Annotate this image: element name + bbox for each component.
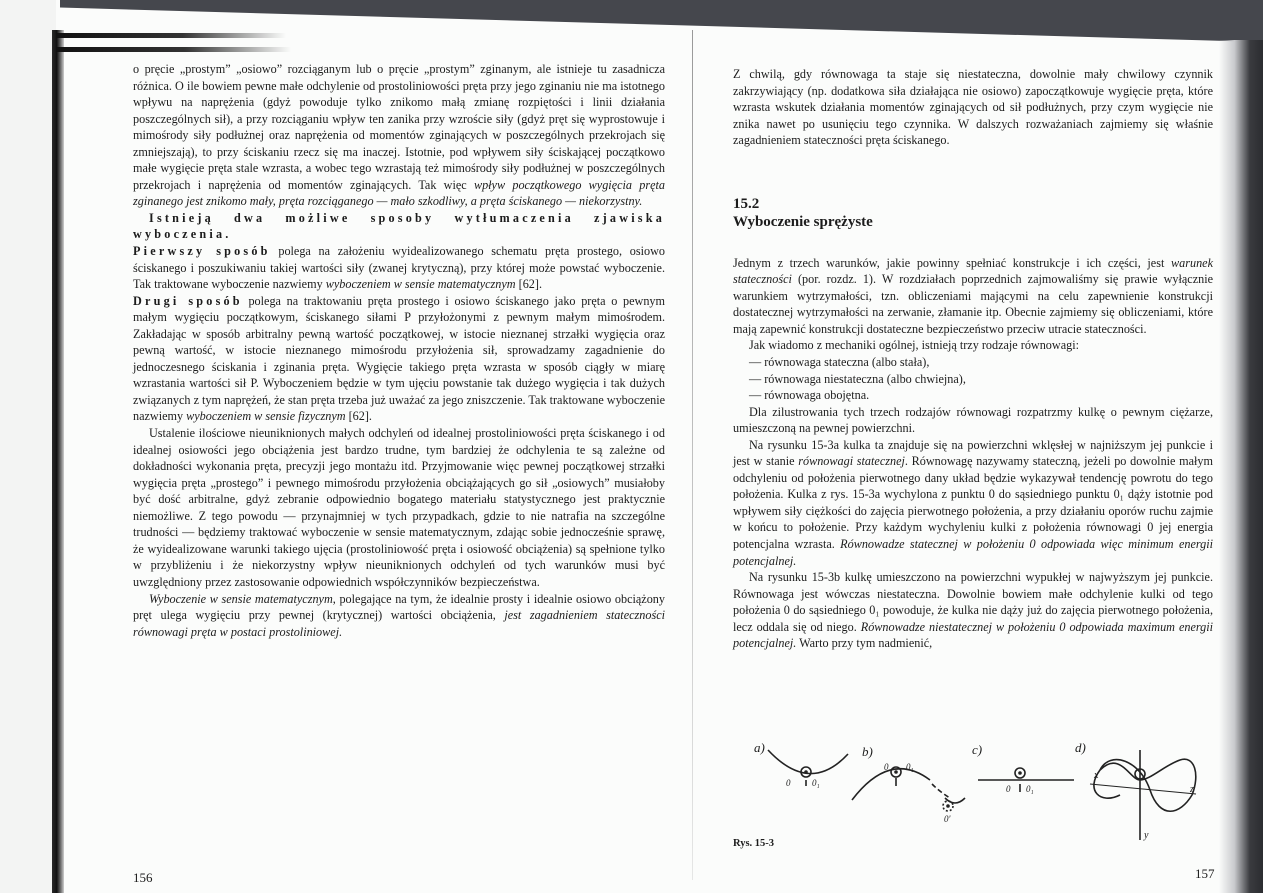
equilibrium-diagrams-icon	[740, 740, 1200, 850]
axis-y-label: y	[1144, 830, 1149, 841]
point-01-label: 0₁	[812, 778, 820, 788]
scan-edge-line	[56, 33, 286, 38]
list-item: — równowaga stateczna (albo stała),	[749, 355, 930, 370]
point-0-label: 0	[1006, 784, 1011, 794]
spaced-heading-paragraph: Istnieją dwa możliwe sposoby wytłumaczenia zjawiska wyboczenia.	[133, 210, 665, 242]
book-left-edge	[52, 30, 64, 893]
paragraph: Jak wiadomo z mechaniki ogólnej, istnieją trzy rodzaje równowagi:	[749, 338, 1079, 353]
figure-caption: Rys. 15-3	[733, 838, 775, 849]
paragraph: Na rysunku 15-3b kulkę umieszczono na powierzchni wypukłej w najwyższym jej punkcie. Równowaga jest wówczas niestateczna. Dowolnie bowiem małe odchylenie kulki od tego położenia 0 do sąsiedniego 0₁ powoduje, że kulka nie dąży już do zajęcia pierwotnego położenia, lecz oddala się od niego. Równowadze niestatecznej w położeniu 0 odpowiada maximum energii potencjalnej. Warto przy tym nadmienić,	[733, 570, 1214, 651]
paragraph: o pręcie „prostym” „osiowo” rozciąganym lub o pręcie „prostym” zginanym, ale istnieje tu zasadnicza różnica. O ile bowiem pewne małe odchylenie od prostoliniowości pręta przy jego zginaniu nie ma istotnego wpływu na naprężenia (gdyż powoduje tylko znikomo małą zmianę rozpiętości i linii działania poszczególnych sił), a przy rozciąganiu wpływ ten zanika przy wzroście siły (gdyż pręt się wyprostowuje i mimośrody siły podłużnej oraz naprężenia od momentów zginających w poszczególnych przekrojach się zmniejszają), to przy ściskaniu rzecz się ma inaczej. Istotnie, pod wpływem siły ściskającej początkowo małe wygięcie pręta stale wzrasta, a wobec tego wzrastają też mimośrody siły podłużnej w poszczególnych przekrojach i naprężenia od momentów zginających. Tak więc wpływ początkowego wygięcia pręta zginanego jest znikomo mały, pręta rozciąganego — mało szkodliwy, a pręta ściskanego — niekorzystny.	[133, 62, 665, 209]
scan-edge-line	[56, 47, 291, 52]
point-0-label: 0	[786, 778, 791, 788]
figure-15-3	[740, 740, 1200, 850]
figure-label-d: d)	[1075, 740, 1086, 755]
book-gutter	[692, 30, 693, 880]
point-0prime-label: 0'	[944, 814, 951, 824]
paragraph: Drugi sposób polega na traktowaniu pręta prostego i osiowo ściskanego jako pręta o pewnym małym wygięciu początkowym, ściskanego siłami P przyłożonymi z pewnym małym mimośrodem. Zakładając w sposób arbitralny pewną wartość początkowej, w istocie nieznanej strzałki wygięcia oraz pewną wartość, w istocie nieznanego mimośrodu przyłożenia sił, sprowadzamy zagadnienie do jednoczesnego ściskania i zginania pręta. Wygięcie takiego pręta wzrasta w sposób ciągły w miarę wzrastania wartości sił P. Wyboczeniem będzie w tym ujęciu powstanie tak dużego wygięcia i tak dużych związanych z tym naprężeń, że stan pręta trzeba już uważać za jego zniszczenie. Tak traktowane wyboczenie nazwiemy wyboczeniem w sensie fizycznym [62].	[133, 293, 665, 424]
list-item: — równowaga obojętna.	[749, 388, 870, 403]
figure-label-b: b)	[862, 744, 873, 759]
right-page	[733, 66, 1213, 652]
paragraph: Jednym z trzech warunków, jakie powinny spełniać konstrukcje i ich części, jest warunek stateczności (por. rozdz. 1). W rozdziałach poprzednich zajmowaliśmy się prawie wyłącznie warunkiem wytrzymałości, tzn. obliczeniami mającymi na celu zapewnienie konstrukcji dostatecznej wytrzymałości na zerwanie, złamanie itp. Obecnie zajmiemy się obliczeniami, które mają zapewnić konstrukcji dostateczne bezpieczeństwo przeciw utracie stateczności.	[733, 255, 1213, 336]
axis-x-label: x	[1094, 770, 1099, 781]
page-number-right: 157	[1195, 866, 1215, 881]
axis-z-label: z	[1190, 784, 1194, 795]
left-page	[133, 61, 665, 640]
paragraph: Wyboczenie w sensie matematycznym, polegające na tym, że idealnie prosty i idealnie osiowo obciążony pręt ulega wygięciu przy pewnej (krytycznej) wartości obciążenia, jest zagadnieniem stateczności równowagi pręta w postaci prostoliniowej.	[133, 591, 665, 639]
page-number-left: 156	[133, 870, 153, 885]
paragraph: Dla zilustrowania tych trzech rodzajów równowagi rozpatrzmy kulkę o pewnym ciężarze, umieszczoną na pewnej powierzchni.	[733, 404, 1213, 436]
paragraph: Z chwilą, gdy równowaga ta staje się niestateczna, dowolnie mały chwilowy czynnik zakrzywiający (np. dodatkowa siła działająca nie osiowo) zapoczątkowuje wygięcie pręta, które wzrasta wskutek działania momentów zginających od sił podłużnych, przy czym wygięcie nie znika nawet po usunięciu tego czynnika. W dalszych rozważaniach zajmiemy się właśnie zagadnieniem stateczności pręta ściskanego.	[733, 67, 1213, 148]
section-number: 15.2	[733, 195, 760, 212]
paragraph: Na rysunku 15-3a kulka ta znajduje się na powierzchni wklęsłej w najniższym jej punkcie i jest w stanie równowagi statecznej. Równowagę nazywamy stateczną, jeżeli po dowolnie małym odchyleniu od położenia pierwotnego dany układ będzie wykazywał tendencję powrotu do tego położenia. Kulka z rys. 15-3a wychylona z punktu 0 do sąsiedniego punktu 0₁ dąży istotnie pod wpływem siły ciężkości do zajęcia pierwotnego położenia, a przy działaniu oporów ruchu zajmie w końcu to położenie. Przy każdym wychyleniu kulki z położenia równowagi 0 jej energia potencjalna wzrasta. Równowadze statecznej w położeniu 0 odpowiada więc minimum energii potencjalnej.	[733, 437, 1214, 568]
scan-left-margin	[0, 0, 56, 893]
point-01-label: 0₁	[906, 762, 914, 772]
list-item: — równowaga niestateczna (albo chwiejna),	[749, 371, 966, 386]
book-right-edge	[1219, 40, 1263, 893]
section-title: Wyboczenie sprężyste	[733, 213, 873, 230]
figure-label-a: a)	[754, 740, 765, 755]
point-0-label: 0	[884, 762, 889, 772]
point-01-label: 0₁	[1026, 784, 1034, 794]
figure-label-c: c)	[972, 742, 983, 757]
paragraph: Pierwszy sposób polega na założeniu wyidealizowanego schematu pręta prostego, osiowo ściskanego i poszukiwaniu takiej wartości siły (zwanej krytyczną), przy której może powstać wyboczenie. Tak traktowane wyboczenie nazwiemy wyboczeniem w sensie matematycznym [62].	[133, 244, 665, 292]
paragraph: Ustalenie ilościowe nieuniknionych małych odchyleń od idealnej prostoliniowości pręta ściskanego i od idealnej osiowości jego obciążenia jest bardzo trudne, tym bardziej że odchylenia te są zależne od dokładności wykonania pręta, precyzji jego montażu itd. Przyjmowanie więc pewnej początkowej strzałki wygięcia pręta „prostego” i pewnego mimośrodu przyłożenia obciążających go sił „osiowych” musiałoby być dość arbitralne, gdyż zebranie odpowiednio bogatego materiału statystycznego jest praktycznie niemożliwe. Z tego powodu — przynajmniej w tych przypadkach, gdzie to nie natrafia na szczególne trudności — będziemy traktować wyboczenie w sensie matematycznym, zdając sobie jednocześnie sprawę, że wyidealizowane warunki takiego ujęcia (prostoliniowość pręta i osiowość obciążenia) są spełnione tylko w przybliżeniu i że niekorzystny wpływ nieuniknionych odchyleń od tych warunków musi być uwzględniony przez zastosowanie odpowiednich współczynników bezpieczeństwa.	[133, 426, 665, 589]
